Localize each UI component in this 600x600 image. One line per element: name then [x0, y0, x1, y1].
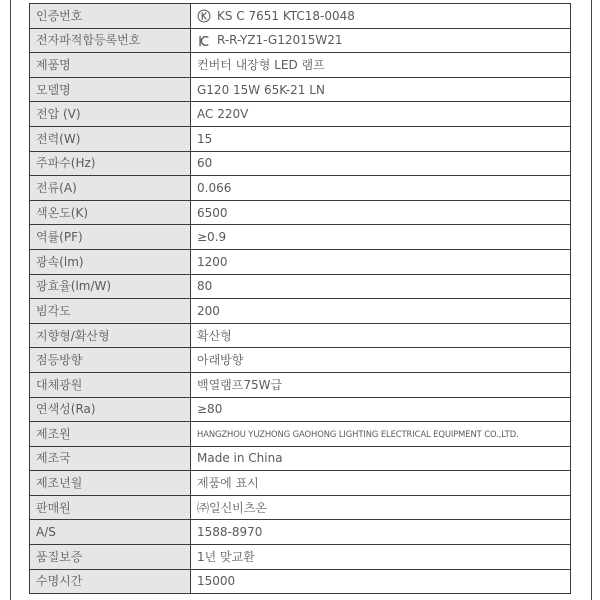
product-spec-table — [29, 3, 571, 594]
spec-label: 연색성(Ra) — [30, 397, 191, 422]
spec-value-text: 1년 맞교환 — [197, 549, 255, 564]
spec-value-text: ≥0.9 — [197, 230, 227, 245]
spec-value-text: 60 — [197, 156, 213, 171]
spec-row — [30, 569, 571, 594]
spec-value-text: R-R-YZ1-G12015W21 — [217, 33, 343, 48]
spec-label: A/S — [30, 520, 191, 545]
spec-label: 광속(lm) — [30, 249, 191, 274]
spec-value — [191, 348, 571, 373]
spec-row — [30, 299, 571, 324]
spec-row — [30, 126, 571, 151]
spec-row — [30, 28, 571, 53]
spec-label: 인증번호 — [30, 4, 191, 29]
spec-value — [191, 422, 571, 447]
spec-label: 수명시간 — [30, 569, 191, 594]
spec-value — [191, 53, 571, 78]
spec-value-text: 제품에 표시 — [197, 476, 259, 491]
spec-value — [191, 28, 571, 53]
ks-mark-icon — [197, 9, 217, 23]
spec-label: 빔각도 — [30, 299, 191, 324]
spec-value-text: Made in China — [197, 451, 283, 466]
spec-value — [191, 299, 571, 324]
spec-value — [191, 569, 571, 594]
spec-row — [30, 348, 571, 373]
spec-label: 제조원 — [30, 422, 191, 447]
spec-value-text: 1588-8970 — [197, 525, 263, 540]
spec-label: 제품명 — [30, 53, 191, 78]
spec-value-text: G120 15W 65K-21 LN — [197, 82, 325, 97]
spec-value-text: 6500 — [197, 205, 228, 220]
spec-label: 색온도(K) — [30, 200, 191, 225]
spec-row — [30, 422, 571, 447]
spec-value — [191, 77, 571, 102]
spec-label: 품질보증 — [30, 545, 191, 570]
spec-value-text: HANGZHOU YUZHONG GAOHONG LIGHTING ELECTRICAL EQUIPMENT CO.,LTD. — [197, 428, 519, 439]
spec-label: 광효율(lm/W) — [30, 274, 191, 299]
spec-value — [191, 126, 571, 151]
spec-value-text: 확산형 — [197, 328, 232, 343]
spec-value-text: 80 — [197, 279, 213, 294]
spec-value — [191, 225, 571, 250]
spec-value-text: 컨버터 내장형 LED 램프 — [197, 57, 325, 72]
spec-row — [30, 176, 571, 201]
spec-row — [30, 77, 571, 102]
spec-value — [191, 372, 571, 397]
spec-value-text: 15000 — [197, 574, 236, 589]
spec-row — [30, 225, 571, 250]
spec-label: 지향형/확산형 — [30, 323, 191, 348]
spec-value — [191, 545, 571, 570]
spec-label: 판매원 — [30, 495, 191, 520]
kc-mark-icon — [197, 33, 217, 47]
spec-label: 제조년월 — [30, 471, 191, 496]
spec-row — [30, 249, 571, 274]
spec-row — [30, 545, 571, 570]
spec-value — [191, 249, 571, 274]
spec-row — [30, 151, 571, 176]
spec-value — [191, 151, 571, 176]
spec-value-text: 아래방향 — [197, 353, 244, 368]
spec-label: 전력(W) — [30, 126, 191, 151]
spec-value — [191, 274, 571, 299]
spec-label: 점등방향 — [30, 348, 191, 373]
spec-label: 역률(PF) — [30, 225, 191, 250]
spec-row — [30, 397, 571, 422]
spec-row — [30, 53, 571, 78]
spec-value — [191, 520, 571, 545]
spec-value-text: KS C 7651 KTC18-0048 — [217, 8, 355, 23]
spec-value — [191, 102, 571, 127]
spec-value-text: 1200 — [197, 254, 228, 269]
spec-value — [191, 495, 571, 520]
spec-value — [191, 4, 571, 29]
spec-label: 주파수(Hz) — [30, 151, 191, 176]
spec-row — [30, 200, 571, 225]
spec-label: 대체광원 — [30, 372, 191, 397]
spec-value-text: 0.066 — [197, 180, 232, 195]
spec-value-text: ㈜일신비츠온 — [197, 500, 267, 515]
spec-value-text: 15 — [197, 131, 213, 146]
spec-row — [30, 446, 571, 471]
spec-value — [191, 471, 571, 496]
spec-row — [30, 520, 571, 545]
spec-value — [191, 446, 571, 471]
spec-value — [191, 176, 571, 201]
spec-row — [30, 372, 571, 397]
spec-value-text: AC 220V — [197, 107, 249, 122]
spec-label: 전압 (V) — [30, 102, 191, 127]
spec-row — [30, 102, 571, 127]
spec-label: 전류(A) — [30, 176, 191, 201]
spec-row — [30, 274, 571, 299]
spec-value-text: ≥80 — [197, 402, 223, 417]
spec-label: 모델명 — [30, 77, 191, 102]
spec-value-text: 200 — [197, 303, 220, 318]
spec-row — [30, 495, 571, 520]
spec-label: 전자파적합등록번호 — [30, 28, 191, 53]
spec-row — [30, 4, 571, 29]
spec-value — [191, 397, 571, 422]
spec-row — [30, 323, 571, 348]
spec-value-text: 백열램프75W급 — [197, 377, 283, 392]
spec-value — [191, 323, 571, 348]
spec-value — [191, 200, 571, 225]
spec-row — [30, 471, 571, 496]
spec-label: 제조국 — [30, 446, 191, 471]
